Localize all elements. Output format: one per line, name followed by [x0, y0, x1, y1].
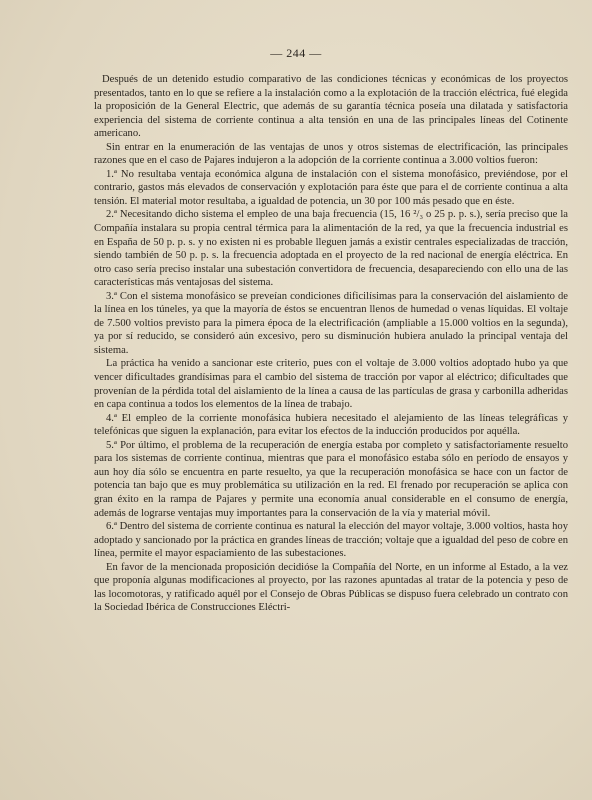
paragraph-reason-1: 1.ª No resultaba ventaja económica alguna de instalación con el sistema monofásico, previéndose, por el contrario, gastos más elevados de conservación y explotación para éste que para el de corriente continua a alta tensión. El material motor resultaba, a igualdad de potencia, un 30 por 100 más pesado que en éste.: [94, 168, 568, 207]
paragraph-practice: La práctica ha venido a sancionar este criterio, pues con el voltaje de 3.000 voltios adoptado hubo ya que vencer dificultades grandísimas para el cambio del sistema de tracción por vapor al eléctrico; dificultades que provenían de la pérdida total del aislamiento de la línea a causa de las partículas de grasa y carbonilla adheridas en capa continua a todos los elementos de la línea de trabajo.: [94, 358, 568, 411]
paragraph-reason-6: 6.ª Dentro del sistema de corriente continua es natural la elección del mayor voltaje, 3.000 voltios, hasta hoy adoptado y sancionado por la práctica en grandes líneas de tracción; voltaje que a igualdad del peso de cobre en línea, permite el mayor espaciamiento de las subestaciones.: [94, 521, 568, 560]
paragraph-intro: Después de un detenido estudio comparativo de las condiciones técnicas y económicas de los proyectos presentados, tanto en lo que se refiere a la instalación como a la explotación de la tracción eléctrica, fué elegida la proposición de la General Electric, que además de su garantía técnica poseía una dilatada y satisfactoria experiencia del sistema de corriente continua a alta tensión en una de las principales líneas del Cotinente americano.: [94, 74, 568, 140]
paragraph-reason-3: 3.ª Con el sistema monofásico se preveían condiciones dificilísimas para la conservación del aislamiento de la línea en los túneles, ya que la mayoría de éstos se encuentran llenos de humedad o venas líquidas. El voltaje de 7.500 voltios previsto para la pimera época de la electrificación (ampliable a 15.000 voltios en la segunda), ya por sí reducido, se consideró aún excesivo, pero su disminución hubiera anulado la principal ventaja del sistema.: [94, 290, 568, 356]
paragraph-reason-5: 5.ª Por último, el problema de la recuperación de energía estaba por completo y satisfactoriamente resuelto para los sistemas de corriente continua, mientras que para el monofásico estaba sólo en período de ensayos y aun hoy día sólo se encuentra en parte resuelto, ya que la recuperación monofásica se hace con un factor de potencia tan bajo que es muy problemática su utilización en la red. El frenado por recuperación se aplica con gran éxito en la rampa de Pajares y permite una economía anual considerable en el consumo de energía, además de lograrse ventajas muy importantes para la conservación de la vía y material móvil.: [94, 439, 568, 519]
page-number: — 244 —: [270, 46, 322, 60]
body-text: [94, 73, 568, 615]
paragraph-reason-4: 4.ª El empleo de la corriente monofásica hubiera necesitado el alejamiento de las líneas telegráficas y telefónicas que siguen la explanación, para evitar los efectos de la inducción producidos por aquélla.: [94, 412, 568, 438]
paragraph-reason-2: 2.ª Necesitando dicho sistema el empleo de una baja frecuencia (15, 16 ²/₃ o 25 p. p. s.), sería preciso que la Compañía instalara su propia central térmica para la alimentación de la red, ya que la frecuencia industrial es en España de 50 p. p. s. y no existen ni es probable lleguen jamás a existir centrales especializadas de tracción, siendo también de 50 p. p. s. la frecuencia adoptada en el proyecto de la red nacional de energía eléctrica. En otro caso sería preciso instalar una subestación convertidora de frecuencia, desapareciendo con ello una de las características más ventajosas del sistema.: [94, 209, 568, 289]
paragraph-reasons-intro: Sin entrar en la enumeración de las ventajas de unos y otros sistemas de electrificación, las principales razones que en el caso de Pajares indujeron a la adopción de la corriente continua a 3.000 voltios fueron:: [94, 141, 568, 167]
paragraph-conclusion: En favor de la mencionada proposición decidióse la Compañía del Norte, en un informe al Estado, a la vez que proponía algunas modificaciones al proyecto, por las razones apuntadas al tratar de la potencia y peso de las locomotoras, y ratificado aquél por el Consejo de Obras Públicas se dispuso fuera celebrado un contrato con la Sociedad Ibérica de Construcciones Eléctri-: [94, 561, 568, 614]
